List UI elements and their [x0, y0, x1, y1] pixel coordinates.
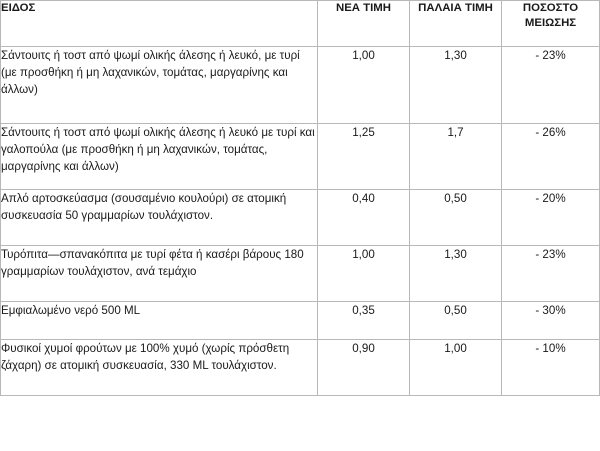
table-row [1, 246, 600, 302]
old-price-cell: 1,30 [410, 246, 502, 302]
reduction-cell: - 20% [502, 190, 600, 246]
new-price-cell: 0,35 [318, 302, 410, 340]
table-row [1, 124, 600, 190]
old-price-cell: 0,50 [410, 190, 502, 246]
header-reduction: ΠΟΣΟΣΤΟ ΜΕΙΩΣΗΣ [502, 1, 600, 47]
old-price-cell: 1,30 [410, 47, 502, 124]
item-cell: Εμφιαλωμένο νερό 500 ML [1, 302, 318, 340]
new-price-cell: 1,00 [318, 47, 410, 124]
reduction-cell: - 30% [502, 302, 600, 340]
header-item: ΕΙΔΟΣ [1, 1, 318, 47]
item-cell: Τυρόπιτα—σπανακόπιτα με τυρί φέτα ή κασέρι βάρους 180 γραμμαρίων τουλάχιστον, ανά τεμάχιο [1, 246, 318, 302]
item-cell: Σάντουιτς ή τοστ από ψωμί ολικής άλεσης ή λευκό με τυρί και γαλοπούλα (με προσθήκη ή μη λαχανικών, τομάτας, μαργαρίνης και άλλων) [1, 124, 318, 190]
old-price-cell: 1,7 [410, 124, 502, 190]
new-price-cell: 0,90 [318, 340, 410, 396]
item-cell: Σάντουιτς ή τοστ από ψωμί ολικής άλεσης ή λευκό, με τυρί (με προσθήκη ή μη λαχανικών, τομάτας, μαργαρίνης και άλλων) [1, 47, 318, 124]
old-price-cell: 1,00 [410, 340, 502, 396]
table-row [1, 340, 600, 396]
table-row [1, 47, 600, 124]
header-new-price: ΝΕΑ ΤΙΜΗ [318, 1, 410, 47]
new-price-cell: 1,00 [318, 246, 410, 302]
old-price-cell: 0,50 [410, 302, 502, 340]
table-row [1, 190, 600, 246]
table-row [1, 302, 600, 340]
header-old-price: ΠΑΛΑΙΑ ΤΙΜΗ [410, 1, 502, 47]
new-price-cell: 0,40 [318, 190, 410, 246]
item-cell: Απλό αρτοσκεύασμα (σουσαμένιο κουλούρι) σε ατομική συσκευασία 50 γραμμαρίων τουλάχιστον. [1, 190, 318, 246]
reduction-cell: - 23% [502, 47, 600, 124]
reduction-cell: - 10% [502, 340, 600, 396]
new-price-cell: 1,25 [318, 124, 410, 190]
table-header-row [1, 1, 600, 47]
reduction-cell: - 26% [502, 124, 600, 190]
reduction-cell: - 23% [502, 246, 600, 302]
item-cell: Φυσικοί χυμοί φρούτων με 100% χυμό (χωρίς πρόσθετη ζάχαρη) σε ατομική συσκευασία, 330 ML τουλάχιστον. [1, 340, 318, 396]
